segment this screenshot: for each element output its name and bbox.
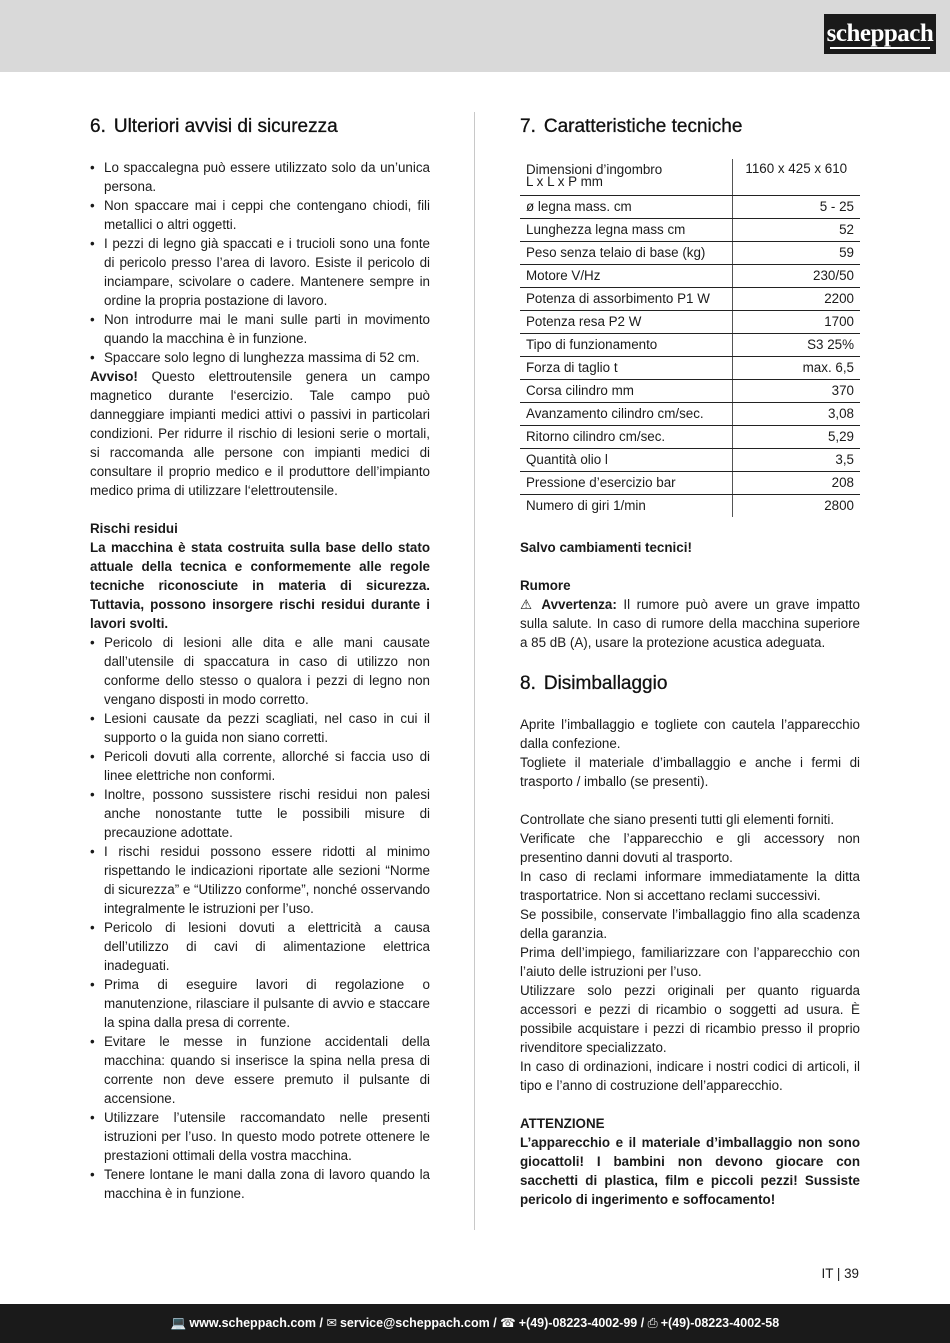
list-item: • I rischi residui possono essere ridotti al minimo rispettando le indicazioni riportate alle sezioni “Norme di sicurezza” e “Utilizzo conforme”, nonché osservando integralmente le istruzioni per l’uso.	[90, 842, 430, 918]
list-item: • Lo spaccalegna può essere utilizzato solo da un’unica persona.	[90, 158, 430, 196]
noise-title: Rumore	[520, 578, 571, 593]
spec-value: 1700	[732, 310, 860, 333]
unpack-paragraph: Aprite l’imballaggio e togliete con cautela l’apparecchio dalla confezione.	[520, 717, 860, 751]
spec-key: Quantità olio l	[520, 448, 732, 471]
computer-icon: 💻	[170, 1316, 187, 1330]
list-item: • Pericoli dovuti alla corrente, allorché si faccia uso di linee elettriche non conformi.	[90, 747, 430, 785]
magnetic-warning: Avviso! Questo elettroutensile genera un campo magnetico durante l‘esercizio. Tale campo può danneggiare impianti medici attivi o passivi in particolari condizioni. Per ridurre il rischio di lesioni serie o mortali, si raccomanda alle persone con impianti medici di consultare il proprio medico e il produttore dell’impianto medico prima di utilizzare l‘elettroutensile.	[90, 369, 430, 498]
spec-key: ø legna mass. cm	[520, 195, 732, 218]
spec-key: Pressione d’esercizio bar	[520, 471, 732, 494]
noise-warning-label: Avvertenza:	[541, 597, 617, 612]
table-row	[520, 310, 860, 333]
footer-bar	[0, 1304, 950, 1343]
table-row	[520, 159, 860, 195]
spec-value: S3 25%	[732, 333, 860, 356]
attention-text: L’apparecchio e il materiale d’imballaggio non sono giocattoli! I bambini non devono giocare con sacchetti di plastica, film e piccoli pezzi! Sussiste pericolo di ingerimento e soffocamento!	[520, 1135, 860, 1207]
table-row	[520, 494, 860, 517]
technical-specs-table	[520, 159, 860, 517]
list-item: • Non spaccare mai i ceppi che contengano chiodi, fili metallici o altri oggetti.	[90, 196, 430, 234]
right-column	[520, 114, 860, 1209]
unpack-paragraph: Togliete il materiale d’imballaggio e anche i fermi di trasporto / imballo (se presenti).	[520, 755, 860, 789]
spec-value: 3,08	[732, 402, 860, 425]
list-item: • Pericolo di lesioni dovuti a elettricità a causa dell’utilizzo di cavi di alimentazione elettrica inadeguati.	[90, 918, 430, 975]
table-row	[520, 241, 860, 264]
spec-key: Tipo di funzionamento	[520, 333, 732, 356]
list-item: • Lesioni causate da pezzi scagliati, nel caso in cui il supporto o la guida non siano corretti.	[90, 709, 430, 747]
fax-icon: ⎙	[647, 1316, 658, 1330]
list-item: • Utilizzare l’utensile raccomandato nelle presenti istruzioni per l’uso. In questo modo potrete ottenere le prestazioni ottimali della vostra macchina.	[90, 1108, 430, 1165]
section-8-title: 8. Disimballaggio	[520, 673, 668, 694]
table-row	[520, 195, 860, 218]
spec-key: Potenza di assorbimento P1 W	[520, 287, 732, 310]
unpack-paragraph: Se possibile, conservate l’imballaggio fino alla scadenza della garanzia.	[520, 907, 860, 941]
email-link[interactable]: service@scheppach.com /	[339, 1316, 497, 1330]
table-row	[520, 379, 860, 402]
list-item: • Spaccare solo legno di lunghezza massima di 52 cm.	[90, 348, 430, 367]
attention-title: ATTENZIONE	[520, 1116, 605, 1131]
spec-key: Peso senza telaio di base (kg)	[520, 241, 732, 264]
spec-value: 5 - 25	[732, 195, 860, 218]
spec-key: Avanzamento cilindro cm/sec.	[520, 402, 732, 425]
spec-value: 230/50	[732, 264, 860, 287]
spec-key: Corsa cilindro mm	[520, 379, 732, 402]
table-row	[520, 287, 860, 310]
warning-triangle-icon: ⚠	[520, 597, 535, 612]
unpack-paragraph: Prima dell’impiego, familiarizzare con l’apparecchio con l’aiuto delle istruzioni per l’uso.	[520, 945, 860, 979]
fax-number: +(49)-08223-4002-58	[660, 1316, 780, 1330]
table-row	[520, 471, 860, 494]
column-divider	[474, 112, 475, 1230]
spec-value: max. 6,5	[732, 356, 860, 379]
spec-value: 370	[732, 379, 860, 402]
spec-value: 208	[732, 471, 860, 494]
header-bar	[0, 0, 950, 72]
section-6-title: 6. Ulteriori avvisi di sicurezza	[90, 116, 338, 137]
phone-number: +(49)-08223-4002-99 /	[518, 1316, 645, 1330]
left-column	[90, 114, 430, 1203]
table-row	[520, 264, 860, 287]
table-row	[520, 402, 860, 425]
warning-label: Avviso!	[90, 369, 138, 384]
unpack-paragraph: Controllate che siano presenti tutti gli elementi forniti.	[520, 812, 835, 827]
website-link[interactable]: www.scheppach.com /	[189, 1316, 323, 1330]
spec-value: 2200	[732, 287, 860, 310]
list-item: • Pericolo di lesioni alle dita e alle mani causate dall’utensile di spaccatura in caso di utilizzo non conforme dello stesso o qualora i pezzi di legno non vengano disposti in modo corretto.	[90, 633, 430, 709]
list-item: • Inoltre, possono sussistere rischi residui non palesi anche nonostante tutte le possibili misure di precauzione adottate.	[90, 785, 430, 842]
table-row	[520, 333, 860, 356]
spec-key: Ritorno cilindro cm/sec.	[520, 425, 732, 448]
spec-key: Potenza resa P2 W	[520, 310, 732, 333]
spec-value: 52	[732, 218, 860, 241]
list-item: • Tenere lontane le mani dalla zona di lavoro quando la macchina è in funzione.	[90, 1165, 430, 1203]
spec-value: 2800	[824, 497, 854, 513]
page-number: IT | 39	[821, 1266, 859, 1281]
telephone-icon: ☎	[500, 1316, 516, 1330]
spec-key: Forza di taglio t	[520, 356, 732, 379]
spec-key: Numero di giri 1/min	[520, 494, 732, 517]
list-item: • I pezzi di legno già spaccati e i trucioli sono una fonte di pericolo presso l’area di lavoro. Esiste il pericolo di inciampare, scivolare o cadere. Mantenere sempre in ordine la propria postazione di lavoro.	[90, 234, 430, 310]
spec-key: Motore V/Hz	[520, 264, 732, 287]
unpack-paragraph: Verificate che l’apparecchio e gli accessory non presentino danni dovuti al trasporto.	[520, 831, 860, 865]
unpack-paragraph: In caso di reclami informare immediatamente la ditta trasportatrice. Non si accettano reclami successivi.	[520, 869, 860, 903]
list-item: • Evitare le messe in funzione accidentali della macchina: quando si inserisce la spina nella presa di corrente non deve essere premuto il pulsante di accensione.	[90, 1032, 430, 1108]
list-item: • Non introdurre mai le mani sulle parti in movimento quando la macchina è in funzione.	[90, 310, 430, 348]
unpack-paragraph: Utilizzare solo pezzi originali per quanto riguarda accessori e pezzi di ricambio o soggetti ad usura. È possibile acquistare i pezzi di ricambio presso il proprio rivenditore specializzato.	[520, 983, 860, 1055]
spec-key: Lunghezza legna mass cm	[520, 218, 732, 241]
envelope-icon: ✉	[326, 1316, 337, 1330]
table-row	[520, 448, 860, 471]
table-row	[520, 356, 860, 379]
residual-risks-title: Rischi residui	[90, 521, 178, 536]
unpack-paragraph: In caso di ordinazioni, indicare i nostri codici di articoli, il tipo e l’anno di costruzione dell’apparecchio.	[520, 1059, 860, 1093]
spec-value: 5,29	[732, 425, 860, 448]
spec-key: Dimensioni d’ingombro L x L x P mm	[520, 159, 732, 195]
changes-note: Salvo cambiamenti tecnici!	[520, 540, 692, 555]
table-row	[520, 425, 860, 448]
residual-risks-intro: La macchina è stata costruita sulla base dello stato attuale della tecnica e conformemente alle regole tecniche riconosciute in materia di sicurezza. Tuttavia, possono insorgere rischi residui durante i lavori svolti.	[90, 540, 430, 631]
spec-value: 1160 x 425 x 610	[732, 159, 860, 195]
spec-value: 3,5	[732, 448, 860, 471]
scheppach-logo: scheppach	[824, 14, 936, 54]
residual-risks-bullets	[90, 633, 430, 1203]
section-7-title: 7. Caratteristiche tecniche	[520, 116, 743, 137]
safety-bullets	[90, 158, 430, 367]
list-item: • Prima di eseguire lavori di regolazione o manutenzione, rilasciare il pulsante di avvio e staccare la spina dalla presa di corrente.	[90, 975, 430, 1032]
spec-value: 59	[732, 241, 860, 264]
table-row	[520, 218, 860, 241]
noise-warning: ⚠ Avvertenza: Il rumore può avere un grave impatto sulla salute. In caso di rumore della macchina superiore a 85 dB (A), usare la protezione acustica adeguata.	[520, 597, 860, 650]
